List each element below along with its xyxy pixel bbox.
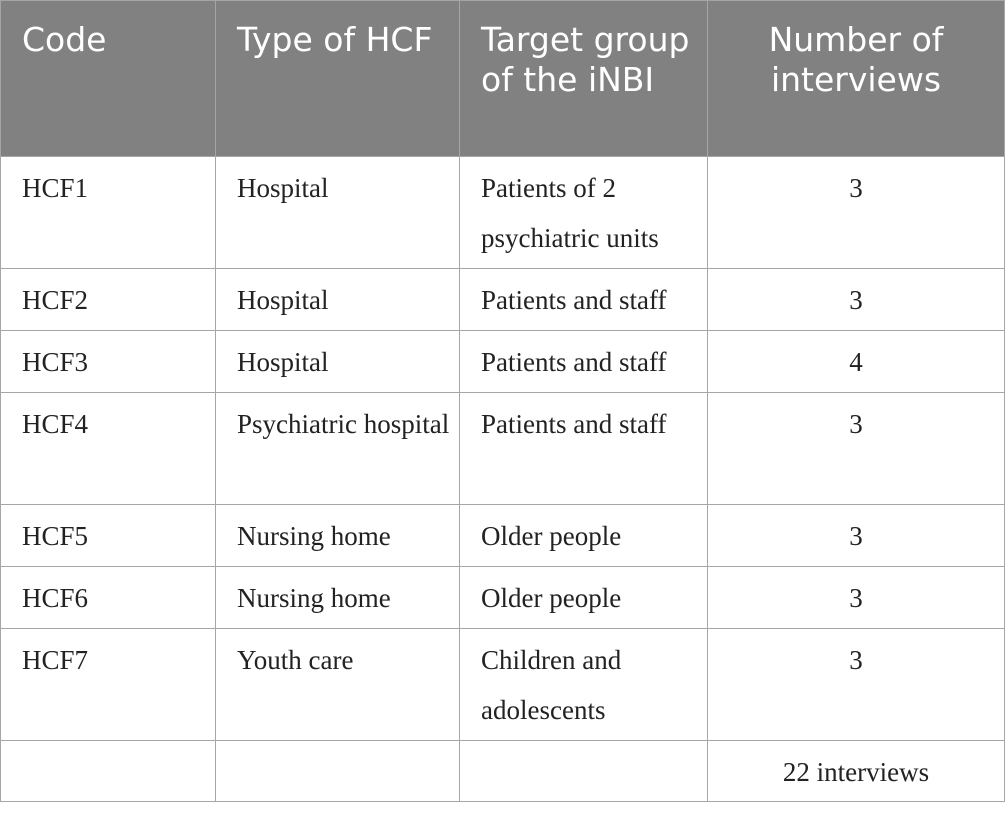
- cell-interviews: 3: [708, 629, 1005, 741]
- cell-target: Older people: [460, 567, 708, 629]
- header-code: Code: [1, 1, 216, 157]
- cell-interviews: 3: [708, 393, 1005, 505]
- table-row: [1, 505, 1005, 567]
- header-target-group: Target group of the iNBI: [460, 1, 708, 157]
- cell-type: Psychiatric hospital: [216, 393, 460, 505]
- cell-code: HCF2: [1, 269, 216, 331]
- cell-target: Patients and staff: [460, 269, 708, 331]
- cell-target: Older people: [460, 505, 708, 567]
- table-row: [1, 157, 1005, 269]
- table-row: [1, 393, 1005, 505]
- cell-type: Hospital: [216, 331, 460, 393]
- header-number-of-interviews: Number of interviews: [708, 1, 1005, 157]
- cell-code: HCF1: [1, 157, 216, 269]
- cell-interviews: 3: [708, 567, 1005, 629]
- cell-target: Patients of 2 psychiatric units: [460, 157, 708, 269]
- cell-type: Nursing home: [216, 567, 460, 629]
- cell-type: [216, 741, 460, 802]
- cell-code: HCF4: [1, 393, 216, 505]
- cell-interviews: 3: [708, 269, 1005, 331]
- table-row: [1, 331, 1005, 393]
- cell-target: Patients and staff: [460, 393, 708, 505]
- table-row: [1, 567, 1005, 629]
- cell-type: Nursing home: [216, 505, 460, 567]
- cell-target: Children and adolescents: [460, 629, 708, 741]
- header-row: [1, 1, 1005, 157]
- table-body: [1, 157, 1005, 802]
- cell-interviews: 3: [708, 505, 1005, 567]
- cell-type: Hospital: [216, 157, 460, 269]
- cell-type: Hospital: [216, 269, 460, 331]
- header-type-of-hcf: Type of HCF: [216, 1, 460, 157]
- cell-target: Patients and staff: [460, 331, 708, 393]
- cell-interviews: 3: [708, 157, 1005, 269]
- cell-code: HCF5: [1, 505, 216, 567]
- cell-type: Youth care: [216, 629, 460, 741]
- cell-code: HCF6: [1, 567, 216, 629]
- table-row: [1, 269, 1005, 331]
- cell-target: [460, 741, 708, 802]
- table-header: [1, 1, 1005, 157]
- cell-interviews: 4: [708, 331, 1005, 393]
- table-row: [1, 629, 1005, 741]
- total-interviews: 22 interviews: [708, 741, 1005, 802]
- cell-code: HCF7: [1, 629, 216, 741]
- total-row: [1, 741, 1005, 802]
- cell-code: HCF3: [1, 331, 216, 393]
- cell-code: [1, 741, 216, 802]
